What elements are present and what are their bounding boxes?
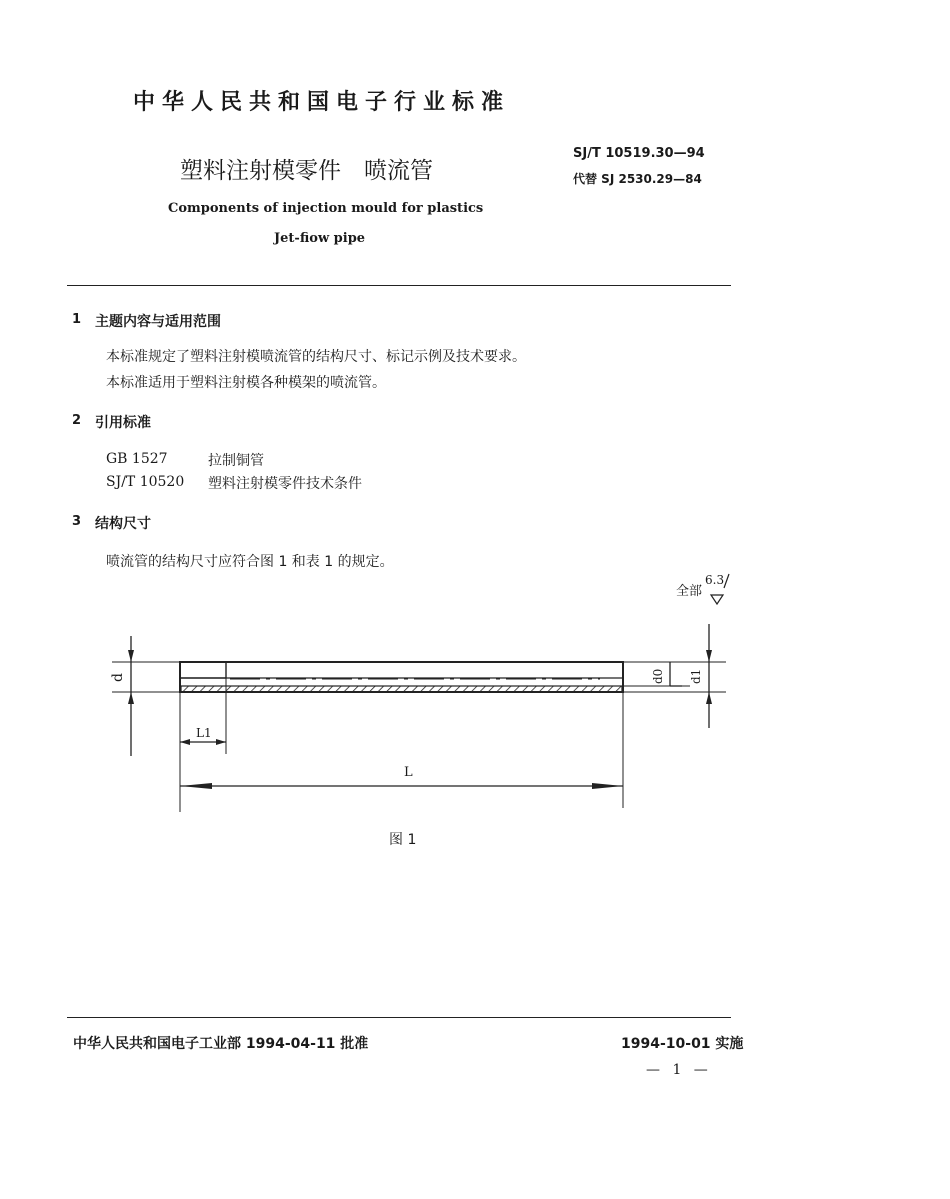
- effective-date: 1994-10-01 实施: [621, 1036, 744, 1052]
- ref-code: GB 1527: [106, 451, 168, 467]
- ref-name: 拉制铜管: [208, 453, 264, 469]
- pipe-end-step: [180, 662, 226, 678]
- doc-title-cn: 塑料注射模零件 喷流管: [180, 158, 433, 184]
- ref-code: SJ/T 10520: [106, 474, 185, 490]
- roughness-slash: [724, 574, 729, 588]
- section-1-number: 1: [72, 312, 82, 327]
- section-2-heading: 引用标准: [95, 415, 151, 431]
- page-number: — 1 —: [646, 1062, 712, 1078]
- d-arrow-top: [128, 650, 134, 662]
- roughness-value: 6.3: [705, 573, 725, 587]
- section-1-para1: 本标准规定了塑料注射模喷流管的结构尺寸、标记示例及技术要求。: [106, 349, 526, 365]
- l1-label: L1: [196, 726, 212, 740]
- section-3-para: 喷流管的结构尺寸应符合图 1 和表 1 的规定。: [106, 554, 394, 570]
- d1-arrow-top: [706, 650, 712, 662]
- section-1-heading: 主题内容与适用范围: [95, 314, 221, 330]
- l-arrow-left: [180, 783, 212, 789]
- std-number: SJ/T 10519.30—94: [573, 146, 705, 161]
- section-2-number: 2: [72, 413, 82, 428]
- pipe-wall-section: [181, 686, 622, 692]
- d-label: d: [110, 673, 126, 682]
- title-en-line2: Jet-fiow pipe: [274, 231, 366, 246]
- footer-rule: [67, 1017, 731, 1018]
- figure-caption: 图 1: [389, 832, 417, 848]
- section-3-heading: 结构尺寸: [95, 516, 151, 532]
- ref-name: 塑料注射模零件技术条件: [208, 476, 362, 492]
- d1-label: d1: [689, 668, 703, 684]
- section-3-number: 3: [72, 514, 82, 529]
- d0-label: d0: [651, 668, 665, 684]
- l-arrow-right: [592, 783, 623, 789]
- roughness-triangle: [711, 595, 723, 604]
- replaces-note: 代替 SJ 2530.29—84: [573, 172, 702, 186]
- approval-note: 中华人民共和国电子工业部 1994-04-11 批准: [73, 1036, 369, 1052]
- section-1-para2: 本标准适用于塑料注射模各种模架的喷流管。: [106, 375, 386, 391]
- d-arrow-bottom: [128, 692, 134, 704]
- title-en-line1: Components of injection mould for plastics: [168, 201, 484, 216]
- l1-arrow-right: [216, 739, 226, 745]
- d1-arrow-bottom: [706, 692, 712, 704]
- l-label: L: [404, 765, 413, 780]
- roughness-prefix: 全部: [676, 584, 703, 599]
- l1-arrow-left: [180, 739, 190, 745]
- org-title: 中华人民共和国电子行业标准: [133, 90, 511, 115]
